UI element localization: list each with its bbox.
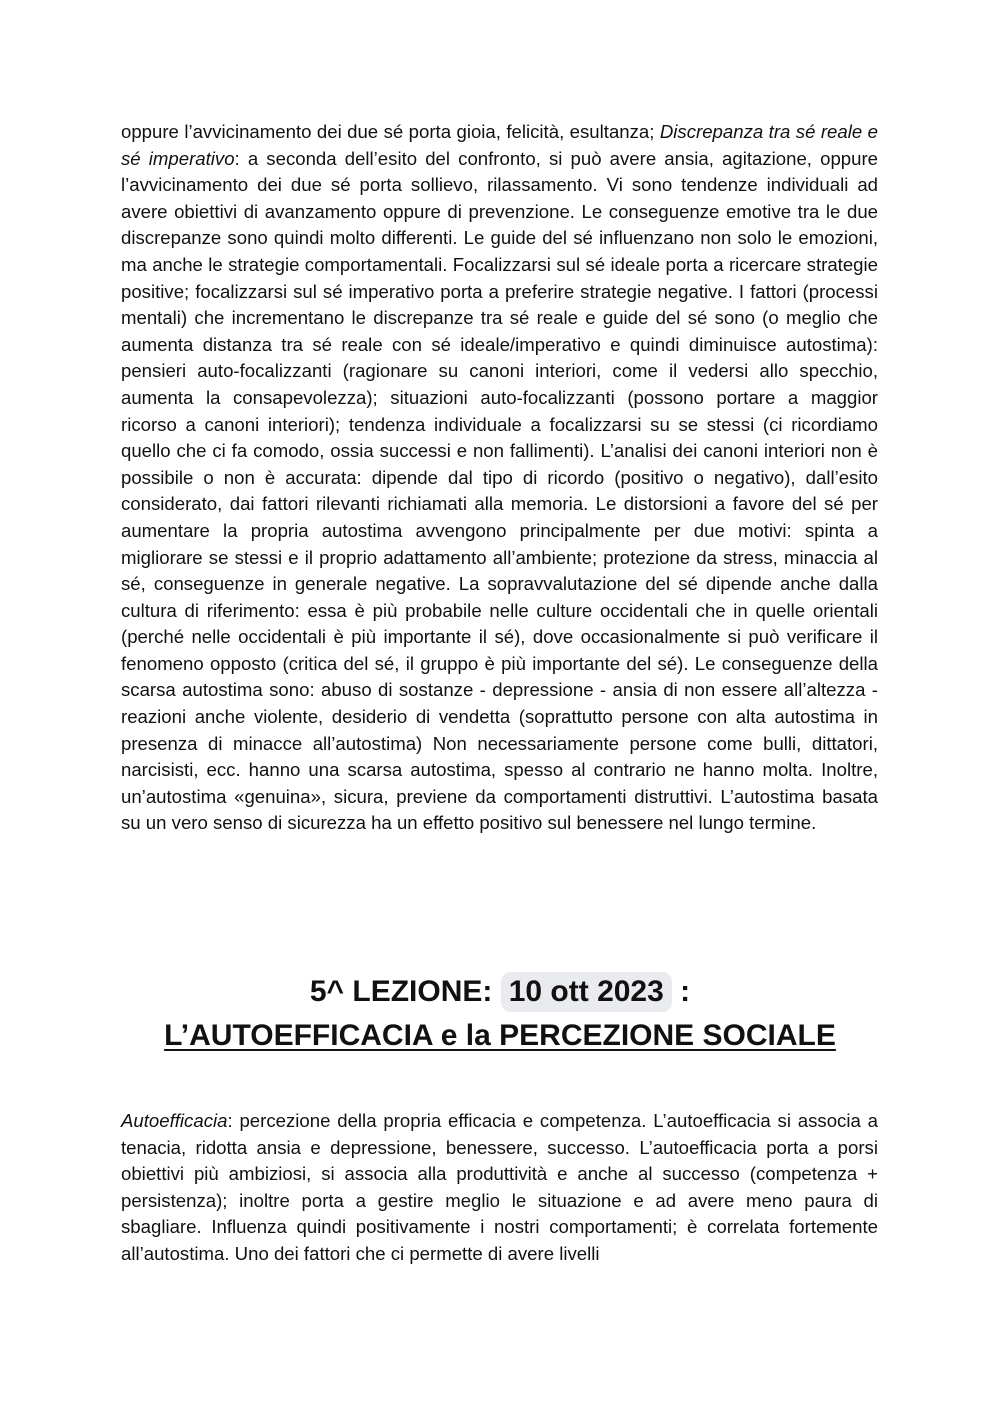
body-paragraph-self-efficacy: [121, 1108, 878, 1268]
italic-term: Autoefficacia: [121, 1110, 228, 1131]
lesson-subtitle-text: L’AUTOEFFICACIA e la PERCEZIONE SOCIALE: [164, 1019, 836, 1052]
body-paragraph-self-esteem: [121, 119, 878, 837]
lesson-number: 5^ LEZIONE:: [309, 975, 501, 1008]
date-chip[interactable]: 10 ott 2023: [501, 972, 672, 1012]
paragraph-text: oppure l’avvicinamento dei due sé porta gioia, felicità, esultanza;: [121, 121, 660, 142]
paragraph-text: : percezione della propria efficacia e competenza. L’autoefficacia si associa a tenacia, ridotta ansia e depressione, benessere, successo. L’autoefficacia porta a porsi obiettivi più ambiziosi, si associa alla produttività e anche al successo (competenza + persistenza); inoltre porta a gestire meglio le situazione e ad avere meno paura di sbagliare. Influenza quindi positivamente i nostri comportamenti; è correlata fortemente all’autostima. Uno dei fattori che ci permette di avere livelli: [121, 1110, 878, 1264]
lesson-title-suffix: :: [671, 975, 691, 1008]
paragraph-text: : a seconda dell’esito del confronto, si può avere ansia, agitazione, oppure l’avvicinamento dei due sé porta sollievo, rilassamento. Vi sono tendenze individuali ad avere obiettivi di avanzamento oppure di prevenzione. Le conseguenze emotive tra le due discrepanze sono quindi molto differenti. Le guide del sé influenzano non solo le emozioni, ma anche le strategie comportamentali. Focalizzarsi sul sé ideale porta a ricercare strategie positive; focalizzarsi sul sé imperativo porta a preferire strategie negative. I fattori (processi mentali) che incrementano le discrepanze tra sé reale e guide del sé sono (o meglio che aumenta distanza tra sé reale con sé ideale/imperativo e quindi diminuisce autostima): pensieri auto-focalizzanti (ragionare su canoni interiori, come il vedersi allo specchio, aumenta la consapevolezza); situazioni auto-focalizzanti (possono portare a maggior ricorso a canoni interiori); tendenza individuale a focalizzarsi su se stessi (ci ricordiamo quello che ci fa comodo, ossia successi e non fallimenti). L’analisi dei canoni interiori non è possibile o non è accurata: dipende dal tipo di ricordo (positivo o negativo), dall’esito considerato, dai fattori rilevanti richiamati alla memoria. Le distorsioni a favore del sé per aumentare la propria autostima avvengono principalmente per due motivi: spinta a migliorare se stessi e il proprio adattamento all’ambiente; protezione da stress, minaccia al sé, conseguenze in generale negative. La sopravvalutazione del sé dipende anche dalla cultura di riferimento: essa è più probabile nelle culture occidentali che in quelle orientali (perché nelle occidentali è più importante il sé), dove occasionalmente si può verificare il fenomeno opposto (critica del sé, il gruppo è più importante del sé). Le conseguenze della scarsa autostima sono: abuso di sostanze - depressione - ansia di non essere all’altezza - reazioni anche violente, desiderio di vendetta (soprattutto persone con alta autostima in presenza di minacce all’autostima) Non necessariamente persone come bulli, dittatori, narcisisti, ecc. hanno una scarsa autostima, spesso al contrario ne hanno molta. Inoltre, un’autostima «genuina», sicura, previene da comportamenti distruttivi. L’autostima basata su un vero senso di sicurezza ha un effetto positivo sul benessere nel lungo termine.: [121, 147, 879, 834]
italic-term: Discrepanza tra sé reale e sé imperativo: [121, 121, 878, 169]
lesson-title: [0, 972, 1000, 1012]
lesson-subtitle: [0, 1016, 1000, 1056]
